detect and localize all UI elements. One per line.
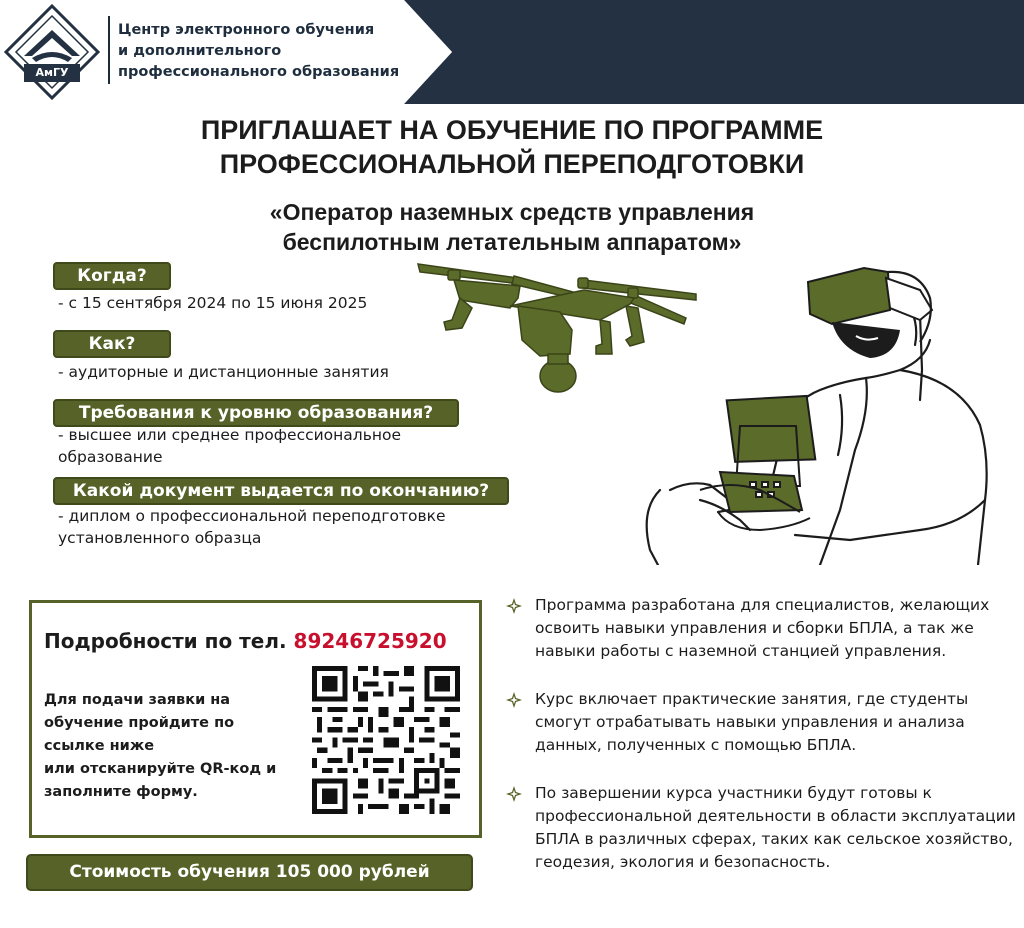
- program-name: [0, 197, 1024, 257]
- program-line: беспилотным летательным аппаратом»: [282, 229, 742, 255]
- center-name-line: профессионального образования: [118, 64, 400, 80]
- bullet-text: Курс включает практические занятия, где студенты смогут отрабатывать навыки управления и анализа данных, полученных с помощью БПЛА.: [535, 690, 969, 754]
- apply-instructions: [44, 689, 314, 804]
- logo-divider: [108, 16, 110, 84]
- cost-banner: Стоимость обучения 105 000 рублей: [26, 854, 473, 891]
- question-how: Как?: [53, 330, 171, 358]
- answer-document-line1: - диплом о профессиональной переподготовке: [58, 507, 446, 525]
- apply-line: обучение пройдите по: [44, 715, 235, 731]
- answer-when: - с 15 сентября 2024 по 15 июня 2025: [58, 294, 368, 312]
- question-education: Требования к уровню образования?: [53, 399, 459, 427]
- remote-controller-icon: [700, 392, 815, 530]
- question-document: Какой документ выдается по окончанию?: [53, 477, 509, 505]
- program-line: «Оператор наземных средств управления: [269, 199, 755, 225]
- course-description: [506, 594, 1016, 874]
- center-name-line: Центр электронного обучения: [118, 22, 375, 38]
- apply-line: или отсканируйте QR-код и: [44, 761, 277, 777]
- header: [0, 0, 1024, 104]
- contact-box: [29, 600, 482, 838]
- phone-line: [44, 629, 447, 653]
- bullet-text: По завершении курса участники будут готовы к профессиональной деятельности в области эксплуатации БПЛА в различных сферах, таких как сельское хозяйство, геодезия, экология и безопасность.: [535, 784, 1016, 871]
- drone-icon: [418, 264, 696, 392]
- list-item: [506, 688, 1016, 757]
- answer-document-line2: установленного образца: [58, 529, 262, 547]
- question-when: Когда?: [53, 262, 171, 290]
- diamond-bullet-icon: [506, 692, 522, 708]
- list-item: [506, 782, 1016, 874]
- bullet-text: Программа разработана для специалистов, желающих освоить навыки управления и сборки БПЛА, а так же навыки работы с наземной станцией управления.: [535, 596, 990, 660]
- diamond-bullet-icon: [506, 598, 522, 614]
- title-line: ПРИГЛАШАЕТ НА ОБУЧЕНИЕ ПО ПРОГРАММЕ: [200, 115, 824, 145]
- phone-label: Подробности по тел.: [44, 629, 294, 653]
- logo-text: АмГУ: [35, 66, 69, 79]
- amsu-logo: [4, 4, 100, 100]
- diamond-bullet-icon: [506, 786, 522, 802]
- center-name-line: и дополнительного: [118, 43, 282, 59]
- apply-line: ссылке ниже: [44, 738, 155, 754]
- answer-education-line1: - высшее или среднее профессиональное: [58, 426, 401, 444]
- qr-code-icon[interactable]: [312, 665, 460, 815]
- center-name: [118, 20, 418, 83]
- drone-operator-illustration: [400, 250, 1000, 565]
- apply-line: заполните форму.: [44, 784, 198, 800]
- drone-operator-icon: [647, 300, 987, 565]
- page-title: [0, 113, 1024, 181]
- answer-how: - аудиторные и дистанционные занятия: [58, 363, 389, 381]
- answer-education-line2: образование: [58, 448, 163, 466]
- apply-line: Для подачи заявки на: [44, 692, 231, 708]
- list-item: [506, 594, 1016, 663]
- title-line: ПРОФЕССИОНАЛЬНОЙ ПЕРЕПОДГОТОВКИ: [219, 149, 805, 179]
- phone-number[interactable]: 89246725920: [293, 629, 447, 653]
